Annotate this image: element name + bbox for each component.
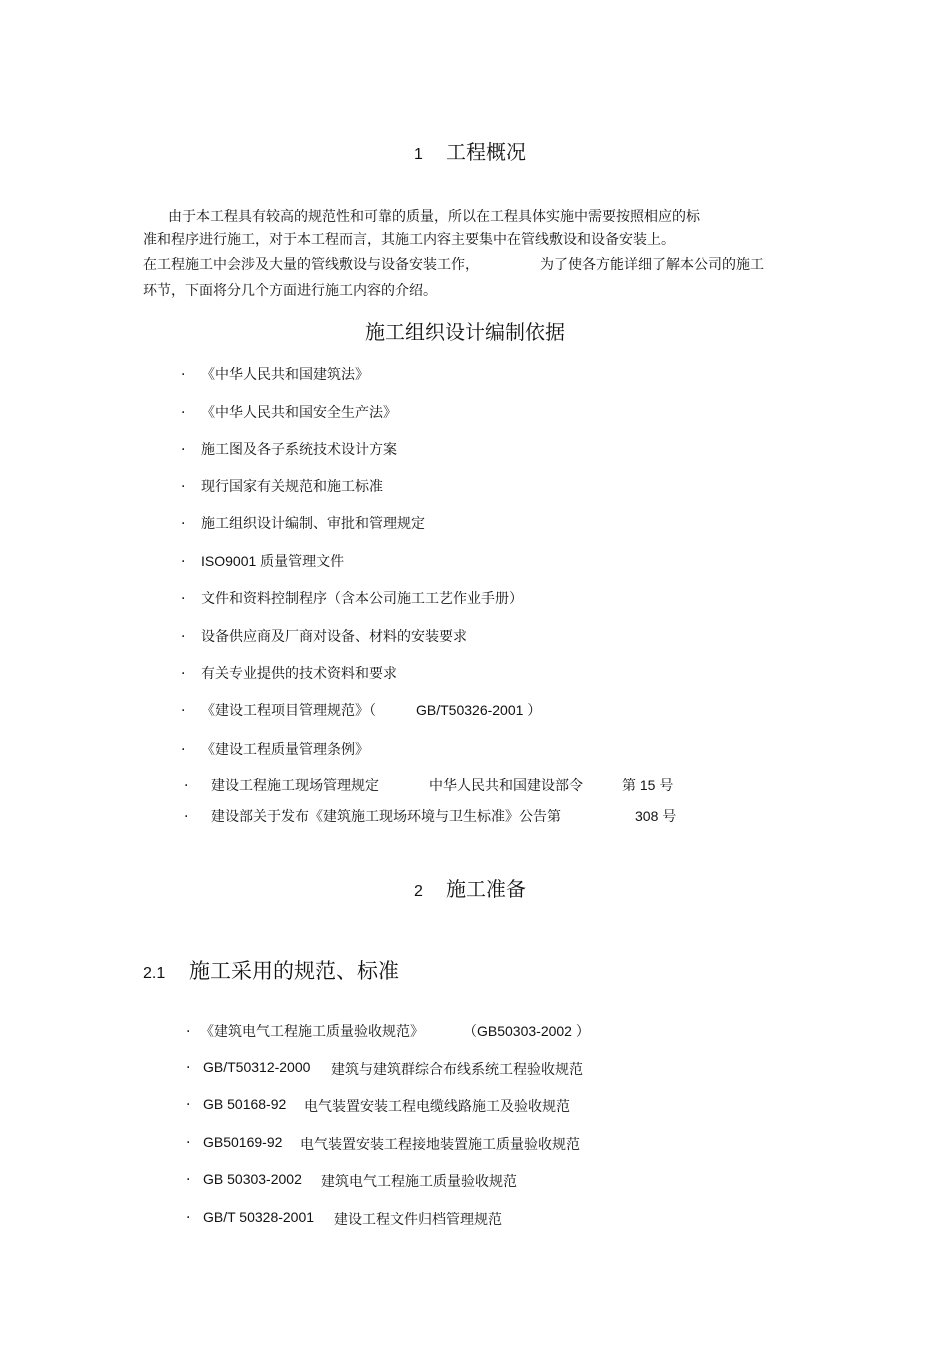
standard-name: 电气装置安装工程电缆线路施工及验收规范 bbox=[304, 1099, 570, 1115]
standard-item bbox=[186, 1134, 282, 1151]
section-1-heading bbox=[414, 136, 526, 165]
bullet: · bbox=[181, 666, 186, 682]
basis-item-text: 《建设工程质量管理条例》 bbox=[201, 742, 369, 758]
intro-line-3b: 为了使各方能详细了解本公司的施工 bbox=[540, 257, 764, 273]
regulation-name: 建设部关于发布《建筑施工现场环境与卫生标准》公告第 bbox=[211, 809, 561, 825]
regulation-name: 建设工程施工现场管理规定 bbox=[211, 778, 379, 794]
basis-item-text: 《中华人民共和国安全生产法》 bbox=[201, 405, 397, 421]
regulation-number: 第 15 号 bbox=[622, 777, 674, 793]
standard-code: GB 50303-2002 bbox=[203, 1171, 302, 1187]
basis-item-text: ISO9001 质量管理文件 bbox=[201, 553, 345, 569]
basis-item-text: 现行国家有关规范和施工标准 bbox=[201, 479, 383, 495]
standard-item bbox=[186, 1171, 302, 1188]
basis-item bbox=[181, 551, 344, 571]
bullet: · bbox=[181, 554, 186, 570]
intro-line-2: 准和程序进行施工，对于本工程而言，其施工内容主要集中在管线敷设和设备安装上。 bbox=[143, 232, 675, 248]
intro-line-4: 环节，下面将分几个方面进行施工内容的介绍。 bbox=[143, 283, 437, 299]
section-1-number: 1 bbox=[414, 146, 423, 163]
section-2-1-title: 施工采用的规范、标准 bbox=[189, 959, 399, 983]
standard-item bbox=[186, 1059, 310, 1076]
bullet: · bbox=[181, 479, 186, 495]
section-1-title: 工程概况 bbox=[446, 140, 526, 164]
standard-name: 建筑电气工程施工质量验收规范 bbox=[321, 1174, 517, 1190]
basis-item bbox=[181, 663, 397, 683]
standard-code: GB 50168-92 bbox=[203, 1096, 287, 1112]
bullet: · bbox=[186, 1097, 191, 1113]
standard-code: GB/T50312-2000 bbox=[203, 1059, 311, 1075]
section-2-title: 施工准备 bbox=[446, 877, 526, 901]
bullet: · bbox=[186, 1135, 191, 1151]
basis-item bbox=[181, 364, 369, 384]
intro-line-3a: 在工程施工中会涉及大量的管线敷设与设备安装工作， bbox=[143, 257, 479, 273]
bullet: · bbox=[181, 703, 186, 719]
bullet: · bbox=[186, 1172, 191, 1188]
basis-title: 施工组织设计编制依据 bbox=[365, 320, 565, 344]
basis-extra-item bbox=[184, 806, 561, 826]
section-2-number: 2 bbox=[414, 883, 423, 900]
regulation-issuer: 中华人民共和国建设部令 bbox=[429, 778, 583, 794]
basis-item-text: 设备供应商及厂商对设备、材料的安装要求 bbox=[201, 629, 467, 645]
bullet: · bbox=[181, 405, 186, 421]
bullet: · bbox=[181, 629, 186, 645]
bullet: · bbox=[181, 591, 186, 607]
section-2-1-heading bbox=[143, 955, 399, 985]
standard-code: GB/T 50328-2001 bbox=[203, 1209, 315, 1225]
basis-item bbox=[181, 402, 397, 422]
standard-item bbox=[186, 1209, 314, 1226]
basis-item bbox=[181, 626, 467, 646]
basis-item bbox=[181, 513, 425, 533]
standard-name: 电气装置安装工程接地装置施工质量验收规范 bbox=[300, 1137, 580, 1153]
bullet: · bbox=[181, 742, 186, 758]
standard-item bbox=[186, 1096, 286, 1113]
section-2-1-number: 2.1 bbox=[143, 965, 166, 982]
basis-item-text: 文件和资料控制程序（含本公司施工工艺作业手册） bbox=[201, 591, 523, 607]
standard-name: 建筑与建筑群综合布线系统工程验收规范 bbox=[331, 1062, 583, 1078]
bullet: · bbox=[181, 516, 186, 532]
basis-extra-item bbox=[184, 775, 379, 795]
bullet: · bbox=[184, 778, 189, 794]
standard-name: 建设工程文件归档管理规范 bbox=[334, 1212, 502, 1228]
basis-item bbox=[181, 700, 376, 720]
bullet: · bbox=[186, 1210, 191, 1226]
basis-item-text: 《中华人民共和国建筑法》 bbox=[201, 367, 369, 383]
basis-item bbox=[181, 439, 397, 459]
standard-name: （GB50303-2002 ） bbox=[463, 1023, 590, 1039]
intro-line-1: 由于本工程具有较高的规范性和可靠的质量，所以在工程具体实施中需要按照相应的标 bbox=[168, 209, 700, 225]
basis-item bbox=[181, 739, 369, 759]
basis-item-text: 施工组织设计编制、审批和管理规定 bbox=[201, 516, 425, 532]
regulation-number: 308 号 bbox=[635, 808, 677, 824]
standard-code: 《建筑电气工程施工质量验收规范》 bbox=[200, 1024, 424, 1040]
basis-item-text: 有关专业提供的技术资料和要求 bbox=[201, 666, 397, 682]
standard-item bbox=[186, 1021, 424, 1041]
bullet: · bbox=[186, 1024, 191, 1040]
bullet: · bbox=[184, 809, 189, 825]
bullet: · bbox=[181, 367, 186, 383]
basis-item bbox=[181, 588, 523, 608]
basis-item-text: 《建设工程项目管理规范》（ bbox=[201, 703, 376, 719]
basis-item-code: GB/T50326-2001 ） bbox=[416, 702, 542, 718]
section-2-heading bbox=[414, 873, 526, 902]
basis-item bbox=[181, 476, 383, 496]
standard-code: GB50169-92 bbox=[203, 1134, 283, 1150]
bullet: · bbox=[186, 1060, 191, 1076]
bullet: · bbox=[181, 442, 186, 458]
basis-item-text: 施工图及各子系统技术设计方案 bbox=[201, 442, 397, 458]
